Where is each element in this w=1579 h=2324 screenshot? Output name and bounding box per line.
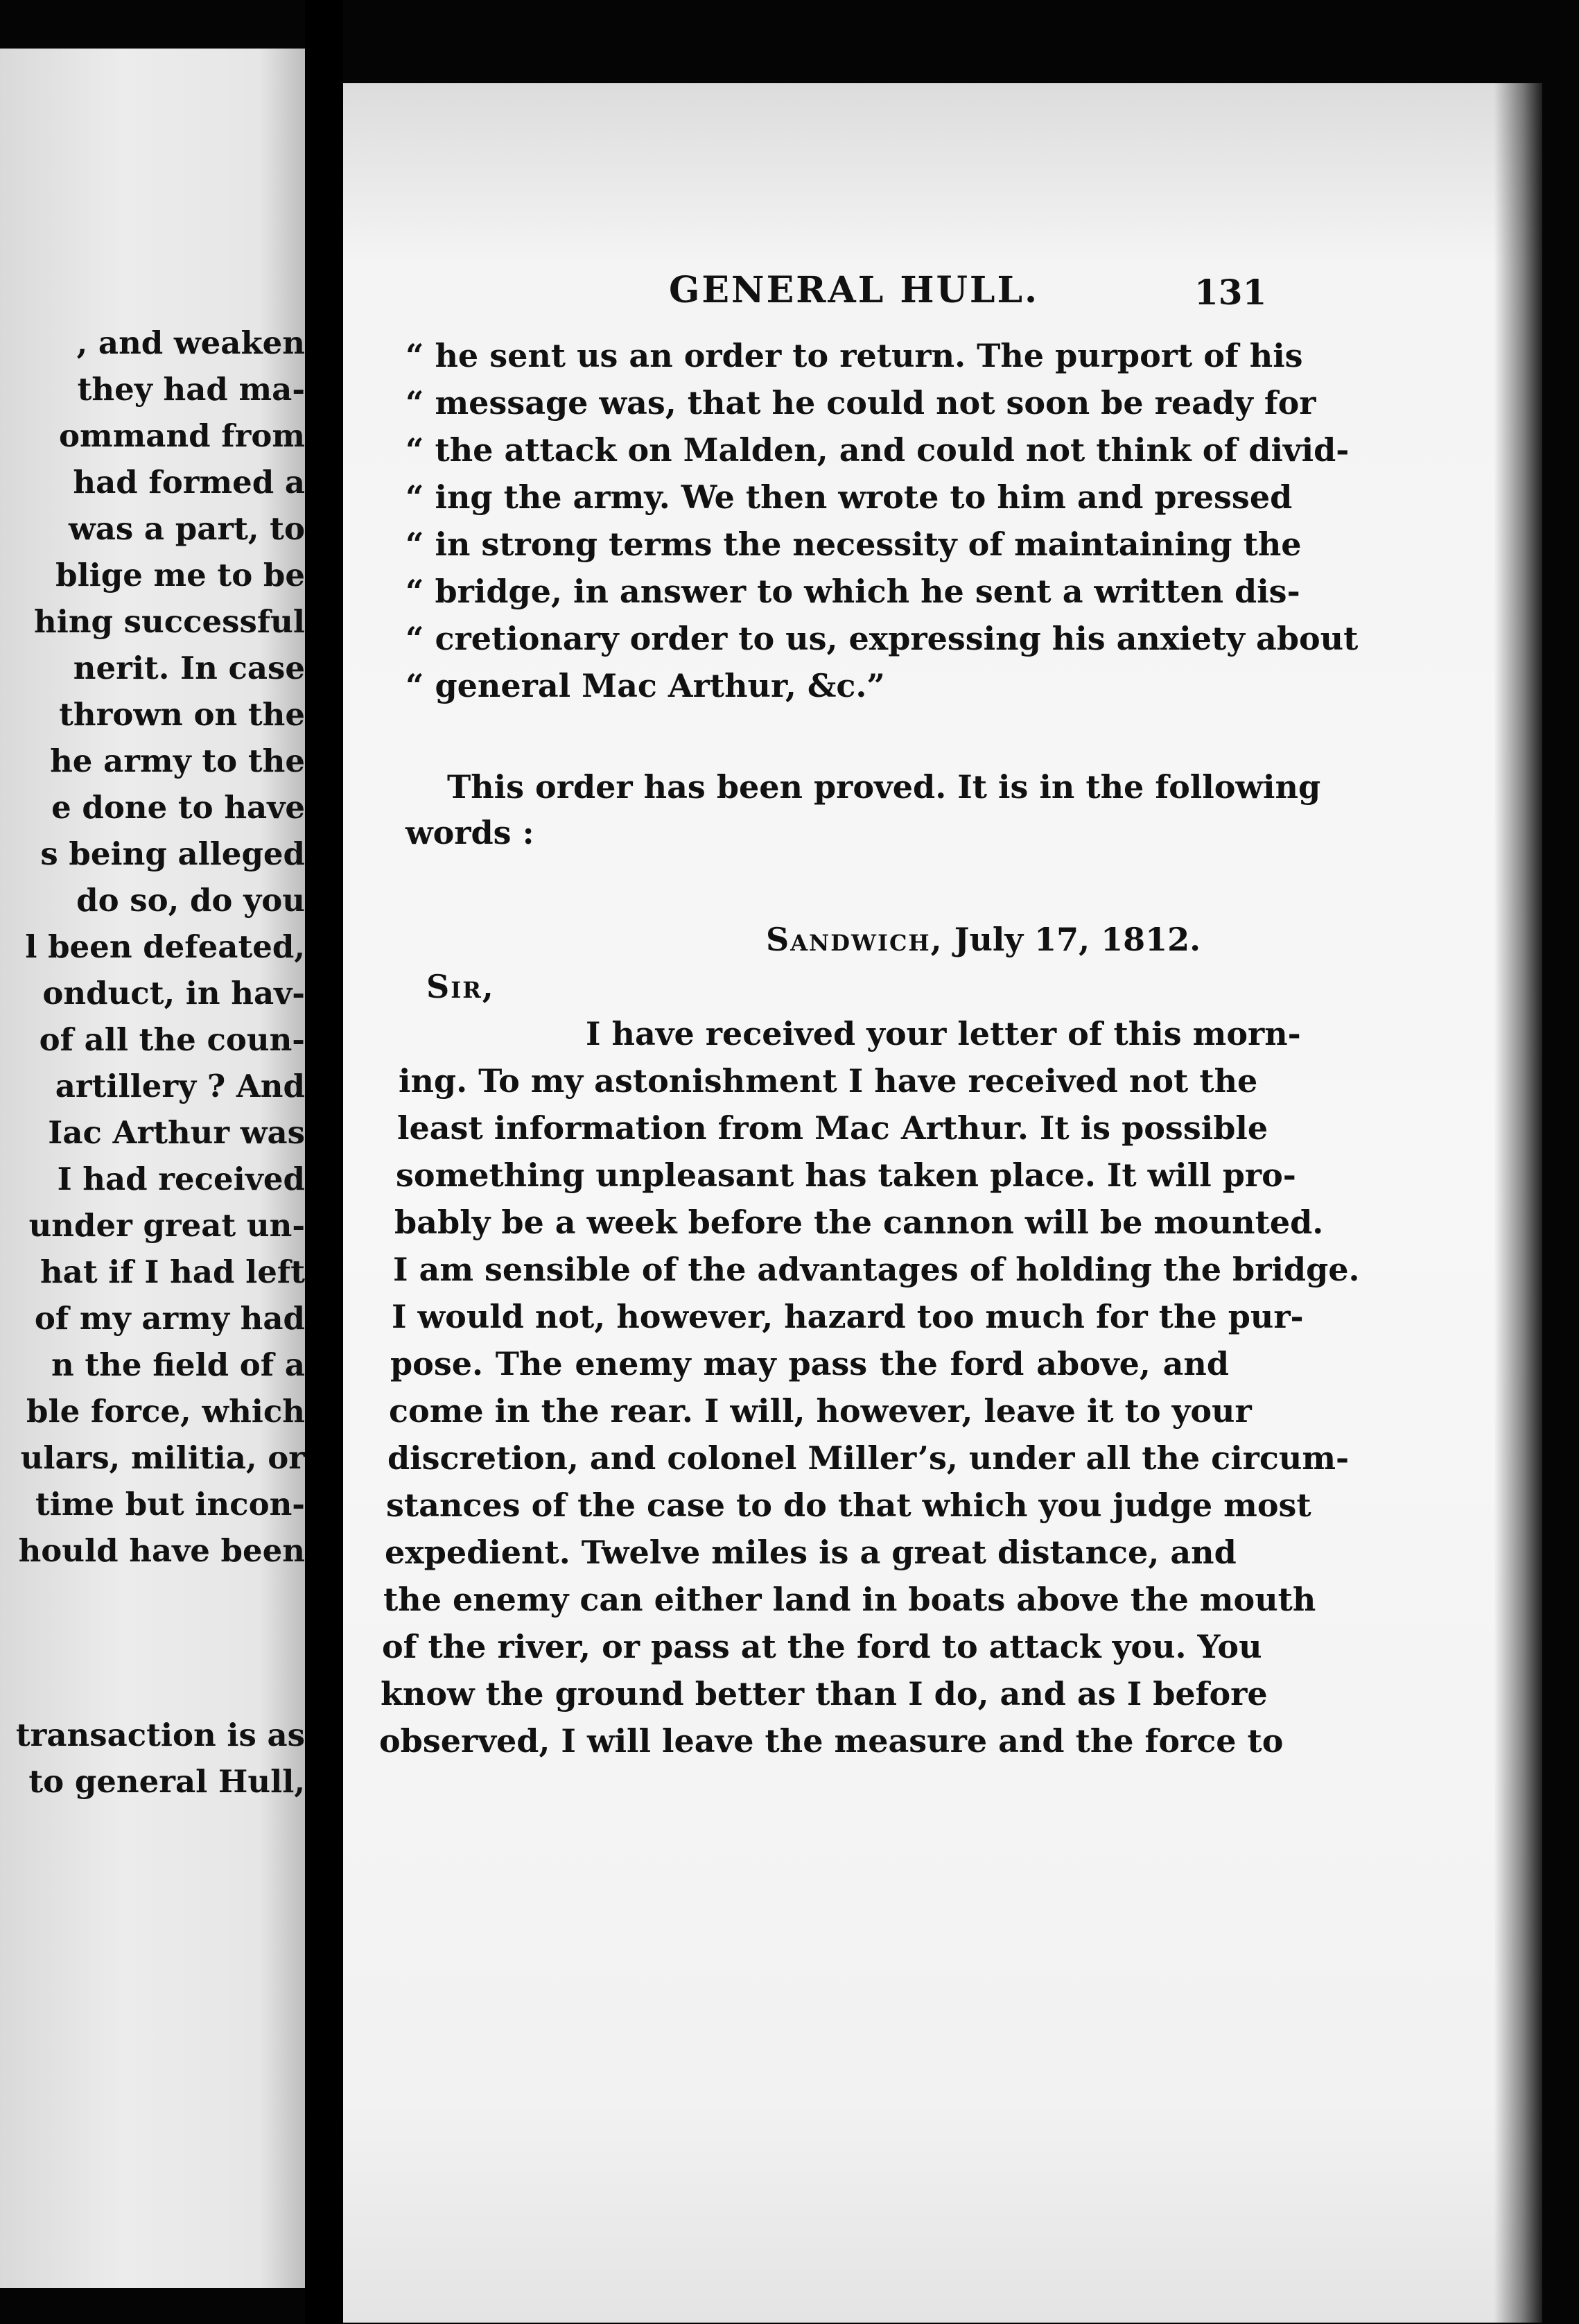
letter-line: discretion, and colonel Miller’s, under all the circum- — [387, 1439, 1350, 1477]
quote-line: “ ing the army. We then wrote to him and pressed — [405, 478, 1293, 516]
letter-line: pose. The enemy may pass the ford above, and — [390, 1345, 1229, 1382]
letter-line: least information from Mac Arthur. It is possible — [397, 1109, 1268, 1147]
quote-line: “ he sent us an order to return. The purport of his — [405, 337, 1303, 374]
left-line: had formed a — [73, 464, 305, 501]
left-line: nerit. In case — [73, 650, 305, 686]
left-line: e done to have — [51, 789, 305, 826]
intro-line: words : — [405, 814, 534, 851]
letter-line: I have received your letter of this morn- — [586, 1015, 1301, 1052]
left-line: Iac Arthur was — [48, 1114, 305, 1151]
left-line: transaction is as — [15, 1717, 305, 1753]
left-line: he army to the — [50, 743, 305, 779]
left-line: to general Hull, — [28, 1763, 305, 1800]
left-line: n the field of a — [51, 1346, 305, 1383]
left-line: ble force, which — [26, 1393, 305, 1430]
left-line: was a part, to — [69, 510, 305, 547]
left-page-fragment — [0, 49, 305, 2288]
letter-salutation: Sir, — [426, 968, 495, 1005]
letter-line: stances of the case to do that which you judge most — [386, 1486, 1311, 1524]
letter-line: I am sensible of the advantages of holding the bridge. — [393, 1251, 1360, 1288]
left-line: thrown on the — [59, 696, 305, 733]
left-line: hing successful — [34, 603, 305, 640]
quote-line: “ the attack on Malden, and could not think of divid- — [405, 431, 1350, 469]
intro-line: This order has been proved. It is in the following — [447, 768, 1321, 806]
left-line: ommand from — [59, 417, 305, 454]
quote-line: “ bridge, in answer to which he sent a written dis- — [405, 573, 1300, 610]
right-page — [343, 83, 1542, 2323]
letter-line: ing. To my astonishment I have received not the — [399, 1062, 1258, 1100]
quote-line: “ message was, that he could not soon be ready for — [405, 384, 1316, 422]
left-line: artillery ? And — [55, 1068, 305, 1104]
left-line: ulars, militia, or — [20, 1439, 305, 1476]
left-line: of my army had — [34, 1300, 305, 1337]
letter-place: Sandwich, — [766, 921, 943, 958]
letter-line: something unpleasant has taken place. It will pro- — [396, 1156, 1296, 1194]
left-line: of all the coun- — [39, 1021, 305, 1058]
left-line: hat if I had left — [40, 1254, 305, 1290]
left-line: l been defeated, — [25, 928, 305, 965]
letter-line: bably be a week before the cannon will be mounted. — [394, 1204, 1324, 1241]
quote-line: “ in strong terms the necessity of maintaining the — [405, 526, 1302, 563]
left-line: time but incon- — [35, 1486, 305, 1523]
letter-line: come in the rear. I will, however, leave it to your — [389, 1392, 1252, 1430]
letter-line: I would not, however, hazard too much for the pur- — [392, 1298, 1304, 1335]
left-line: do so, do you — [76, 882, 305, 919]
quote-line: “ general Mac Arthur, &c.” — [405, 667, 885, 704]
left-line: they had ma- — [77, 371, 305, 408]
left-line: blige me to be — [55, 557, 305, 593]
page-edge-shadow — [1494, 83, 1542, 2323]
letter-line: know the ground better than I do, and as I before — [381, 1675, 1268, 1712]
left-line: , and weaken — [76, 324, 305, 361]
letter-line: of the river, or pass at the ford to attack you. You — [382, 1628, 1262, 1665]
left-line: hould have been — [18, 1532, 305, 1569]
letter-date: July 17, 1812. — [954, 921, 1201, 958]
quote-line: “ cretionary order to us, expressing his anxiety about — [405, 620, 1359, 657]
book-gutter — [305, 0, 343, 2324]
letter-line: the enemy can either land in boats above the mouth — [383, 1581, 1316, 1618]
running-head: GENERAL HULL. — [669, 269, 1040, 311]
left-line: onduct, in hav- — [42, 975, 305, 1012]
left-line: I had received — [57, 1161, 305, 1197]
letter-line: expedient. Twelve miles is a great distance, and — [385, 1534, 1237, 1571]
left-line: under great un- — [28, 1207, 305, 1244]
left-line: s being alleged — [40, 835, 305, 872]
page-number: 131 — [1194, 272, 1267, 313]
letter-line: observed, I will leave the measure and the force to — [379, 1722, 1284, 1760]
letter-dateline — [766, 921, 1201, 958]
